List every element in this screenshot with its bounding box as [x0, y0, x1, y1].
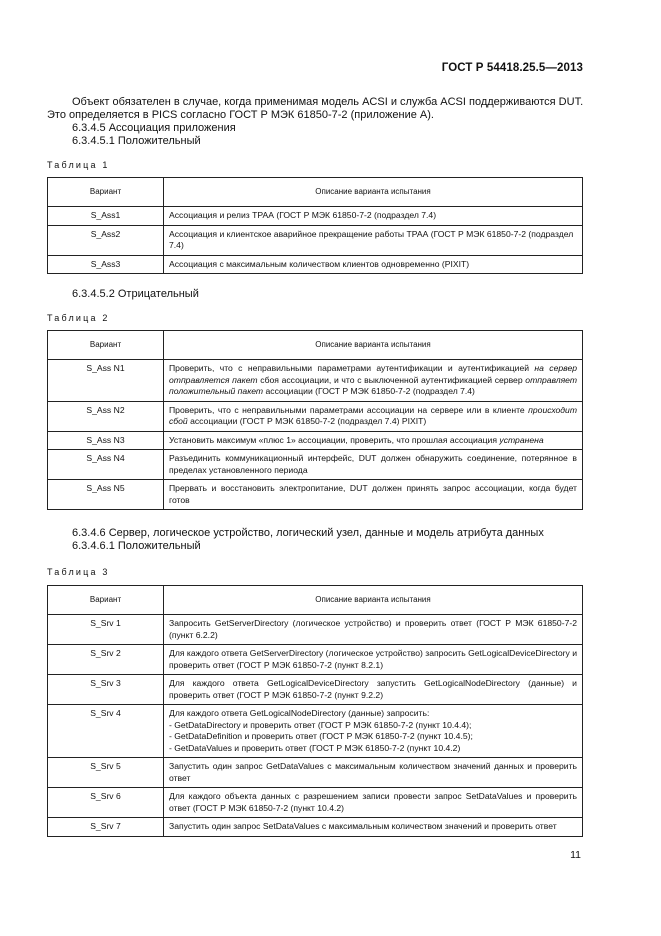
description-italic-text: устранена — [499, 434, 544, 445]
description-line: - GetDataDirectory и проверить ответ (ГОСТ Р МЭК 61850-7-2 (пункт 10.4.4); — [169, 719, 472, 730]
variant-cell: S_Ass3 — [48, 255, 164, 274]
description-cell: Прервать и восстановить электропитание, DUT должен принять запрос ассоциации, когда будет готов — [164, 480, 583, 510]
variant-cell: S_Srv 3 — [48, 675, 164, 705]
table-header-row — [48, 331, 583, 360]
description-text: Проверить, что с неправильными параметрами ассоциации на сервере или в клиенте — [169, 404, 529, 415]
description-line: - GetDataDefinition и проверить ответ (ГОСТ Р МЭК 61850-7-2 (пункт 10.4.5); — [169, 731, 473, 741]
description-text: ассоциации (ГОСТ Р МЭК 61850-7-2 (подраздел 7.4) PIXIT) — [187, 416, 427, 426]
description-text: ассоциации (ГОСТ Р МЭК 61850-7-2 (подраздел 7.4) — [263, 386, 475, 396]
table-row — [48, 705, 583, 758]
table-header-row — [48, 178, 583, 207]
description-cell: Ассоциация и релиз ТРАА (ГОСТ Р МЭК 61850-7-2 (подраздел 7.4) — [164, 207, 583, 226]
table-row — [48, 450, 583, 480]
description-cell — [164, 360, 583, 402]
column-header-variant: Вариант — [48, 178, 164, 207]
table-1-caption: Таблица 1 — [47, 160, 110, 170]
table-3 — [47, 585, 583, 837]
table-row — [48, 788, 583, 818]
variant-cell: S_Srv 4 — [48, 705, 164, 758]
variant-cell: S_Srv 1 — [48, 615, 164, 645]
variant-cell: S_Ass N1 — [48, 360, 164, 402]
description-cell: Для каждого объекта данных с разрешением записи провести запрос SetDataValues и проверить ответ (ГОСТ Р МЭК 61850-7-2 (пункт 10.4.2) — [164, 788, 583, 818]
standard-header: ГОСТ Р 54418.25.5—2013 — [441, 62, 583, 74]
table-row — [48, 255, 583, 274]
table-row — [48, 360, 583, 402]
variant-cell: S_Ass1 — [48, 207, 164, 226]
column-header-description: Описание варианта испытания — [164, 331, 583, 360]
description-cell: Запустить один запрос SetDataValues с максимальным количеством значений и проверить ответ — [164, 818, 583, 837]
description-line: - GetDataValues и проверить ответ (ГОСТ Р МЭК 61850-7-2 (пункт 10.4.2) — [169, 742, 461, 753]
table-row — [48, 758, 583, 788]
table-header-row — [48, 586, 583, 615]
table-row — [48, 225, 583, 255]
description-text: Установить максимум «плюс 1» ассоциации, проверить, что прошлая ассоциация — [169, 434, 500, 445]
description-italic-text: отправляет положительный пакет — [169, 374, 578, 396]
intro-line-1: Объект обязателен в случае, когда применимая модель ACSI и служба ACSI поддерживаются DUT. — [72, 96, 584, 108]
variant-cell: S_Srv 7 — [48, 818, 164, 837]
table-2 — [47, 330, 583, 510]
section-heading-6-3-4-5-2: 6.3.4.5.2 Отрицательный — [72, 288, 199, 300]
description-line: Для каждого ответа GetLogicalNodeDirectory (данные) запросить: — [169, 708, 430, 718]
column-header-variant: Вариант — [48, 331, 164, 360]
variant-cell: S_Srv 2 — [48, 645, 164, 675]
page-number: 11 — [570, 849, 581, 861]
variant-cell: S_Ass N2 — [48, 401, 164, 431]
column-header-description: Описание варианта испытания — [164, 586, 583, 615]
variant-cell: S_Srv 5 — [48, 758, 164, 788]
table-row — [48, 480, 583, 510]
description-cell: Ассоциация с максимальным количеством клиентов одновременно (PIXIT) — [164, 255, 583, 274]
column-header-variant: Вариант — [48, 586, 164, 615]
table-row — [48, 401, 583, 431]
variant-cell: S_Ass N4 — [48, 450, 164, 480]
description-text: Проверить, что с неправильными параметрами аутентификации и аутентификацией — [169, 363, 535, 373]
table-row — [48, 645, 583, 675]
description-cell — [164, 401, 583, 431]
variant-cell: S_Ass2 — [48, 225, 164, 255]
section-heading-6-3-4-5: 6.3.4.5 Ассоциация приложения — [72, 122, 236, 134]
table-row — [48, 615, 583, 645]
table-row — [48, 675, 583, 705]
description-text: сбоя ассоциации, и что с выключенной аутентификацией сервер — [257, 374, 526, 385]
description-cell: Для каждого ответа GetLogicalDeviceDirectory запустить GetLogicalNodeDirectory (данные) и проверить ответ (ГОСТ Р МЭК 61850-7-2 (пункт 9.2.2) — [164, 675, 583, 705]
section-heading-6-3-4-6-1: 6.3.4.6.1 Положительный — [72, 540, 201, 552]
description-cell: Ассоциация и клиентское аварийное прекращение работы ТРАА (ГОСТ Р МЭК 61850-7-2 (подраздел 7.4) — [164, 225, 583, 255]
table-1 — [47, 177, 583, 274]
description-cell — [164, 431, 583, 450]
table-2-caption: Таблица 2 — [47, 313, 110, 323]
variant-cell: S_Ass N5 — [48, 480, 164, 510]
intro-line-2: Это определяется в PICS согласно ГОСТ Р МЭК 61850-7-2 (приложение А). — [47, 109, 434, 121]
table-row — [48, 431, 583, 450]
table-3-caption: Таблица 3 — [47, 567, 110, 577]
section-heading-6-3-4-5-1: 6.3.4.5.1 Положительный — [72, 135, 201, 147]
description-cell — [164, 705, 583, 758]
description-cell: Запустить один запрос GetDataValues с максимальным количеством значений данных и проверить ответ — [164, 758, 583, 788]
table-row — [48, 818, 583, 837]
table-row — [48, 207, 583, 226]
section-heading-6-3-4-6: 6.3.4.6 Сервер, логическое устройство, логический узел, данные и модель атрибута данных — [72, 527, 544, 539]
description-cell: Разъединить коммуникационный интерфейс, DUT должен обнаружить соединение, потерянное в пределах установленного периода — [164, 450, 583, 480]
description-italic-text: происходит сбой — [169, 404, 577, 426]
description-italic-text: на сервер отправляется пакет — [169, 363, 577, 385]
column-header-description: Описание варианта испытания — [164, 178, 583, 207]
variant-cell: S_Srv 6 — [48, 788, 164, 818]
description-cell: Запросить GetServerDirectory (логическое устройство) и проверить ответ (ГОСТ Р МЭК 61850-7-2 (пункт 6.2.2) — [164, 615, 583, 645]
variant-cell: S_Ass N3 — [48, 431, 164, 450]
description-cell: Для каждого ответа GetServerDirectory (логическое устройство) запросить GetLogicalDeviceDirectory и проверить ответ (ГОСТ Р МЭК 61850-7-2 (пункт 8.2.1) — [164, 645, 583, 675]
